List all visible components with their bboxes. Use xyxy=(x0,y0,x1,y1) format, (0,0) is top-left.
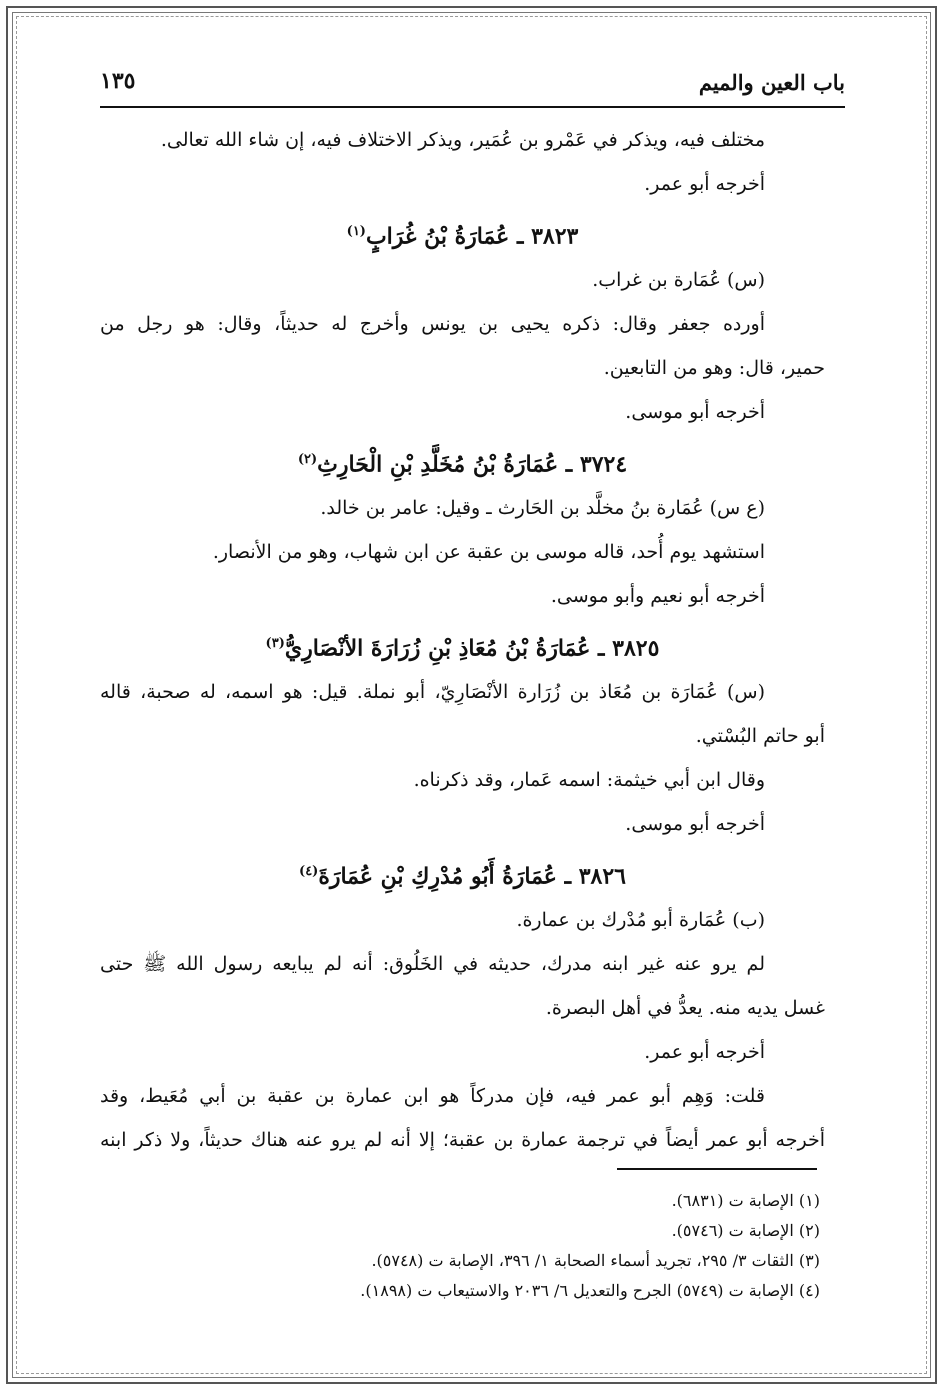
text-line: قلت: وَهِم أبو عمر فيه، فإن مدركاً هو ابن عمارة بن عقبة بن أبي مُعَيط، وقد xyxy=(100,1085,765,1107)
footnotes xyxy=(100,1186,820,1306)
footnote-marker: (٢) xyxy=(297,452,318,467)
text-line: (س) عُمَارَة بن مُعَاذ بن زُرَارة الأنْصَارِيّ، أبو نملة. قيل: هو اسمه، له صحبة، قاله xyxy=(100,681,765,703)
footnote-item: (٢) الإصابة ت (٥٧٤٦). xyxy=(671,1221,820,1240)
text-line: أورده جعفر وقال: ذكره يحيى بن يونس وأخرج له حديثاً، وقال: هو رجل من xyxy=(100,313,765,335)
text-line: غسل يديه منه. يعدُّ في أهل البصرة. xyxy=(545,997,825,1019)
footnote-item: (٣) الثقات ٣/ ٢٩٥، تجريد أسماء الصحابة ١/ ٣٩٦، الإصابة ت (٥٧٤٨). xyxy=(371,1251,820,1270)
entry-heading xyxy=(100,846,825,898)
text-line: وقال ابن أبي خيثمة: اسمه عَمار، وقد ذكرناه. xyxy=(413,769,765,791)
text-line: (ب) عُمَارة أبو مُدْرك بن عمارة. xyxy=(516,909,765,931)
chapter-title: باب العين والميم xyxy=(698,70,845,95)
entry-heading xyxy=(100,434,825,486)
page-number: ١٣٥ xyxy=(100,68,136,94)
footnote-item: (١) الإصابة ت (٦٨٣١). xyxy=(671,1191,820,1210)
entry-heading xyxy=(100,206,825,258)
text-line: أخرجه أبو نعيم وأبو موسى. xyxy=(550,585,765,607)
text-line: أخرجه أبو موسى. xyxy=(625,401,765,423)
entry-heading-text: ٣٨٢٥ ـ عُمَارَةُ بْنُ مُعَاذِ بْنِ زُرَارَةَ الأنْصَارِيُّ xyxy=(284,635,660,662)
text-line: أبو حاتم البُسْتي. xyxy=(695,725,825,747)
text-line: أخرجه أبو عمر أيضاً في ترجمة عمارة بن عقبة؛ إلا أنه لم يرو عنه هناك حديثاً، ولا ذكر ابنه xyxy=(100,1129,825,1151)
footnote-marker: (٣) xyxy=(265,636,285,651)
entry-heading xyxy=(100,618,825,670)
footnote-separator xyxy=(617,1168,817,1170)
text-line: لم يرو عنه غير ابنه مدرك، حديثه في الخَلُوق: أنه لم يبايعه رسول الله ﷺ حتى xyxy=(100,953,765,975)
entry-heading-text: ٣٧٢٤ ـ عُمَارَةُ بْنُ مُخَلَّدِ بْنِ الْحَارِثِ xyxy=(317,451,628,478)
text-line: مختلف فيه، ويذكر في عَمْرو بن عُمَير، ويذكر الاختلاف فيه، إن شاء الله تعالى. xyxy=(160,129,765,151)
text-line: استشهد يوم أُحد، قاله موسى بن عقبة عن ابن شهاب، وهو من الأنصار. xyxy=(212,541,765,563)
footnote-marker: (٤) xyxy=(299,864,319,879)
text-line: أخرجه أبو عمر. xyxy=(644,1041,765,1063)
main-text xyxy=(100,118,825,1162)
text-line: أخرجه أبو موسى. xyxy=(625,813,765,835)
text-line: أخرجه أبو عمر. xyxy=(644,173,765,195)
text-line: (ع س) عُمَارة بنُ مخلَّد بن الحَارث ـ وقيل: عامر بن خالد. xyxy=(320,497,765,519)
entry-heading-text: ٣٨٢٣ ـ عُمَارَةُ بْنُ غُرَابٍ xyxy=(365,223,579,250)
running-header xyxy=(100,62,845,108)
entry-heading-text: ٣٨٢٦ ـ عُمَارَةُ أَبُو مُدْرِكِ بْنِ عُمَارَةَ xyxy=(318,863,626,890)
footnote-item: (٤) الإصابة ت (٥٧٤٩) الجرح والتعديل ٦/ ٢٠٣٦ والاستيعاب ت (١٨٩٨). xyxy=(360,1281,820,1300)
text-line: (س) عُمَارة بن غراب. xyxy=(592,269,765,291)
footnote-marker: (١) xyxy=(346,224,366,239)
text-line: حمير، قال: وهو من التابعين. xyxy=(603,357,825,379)
